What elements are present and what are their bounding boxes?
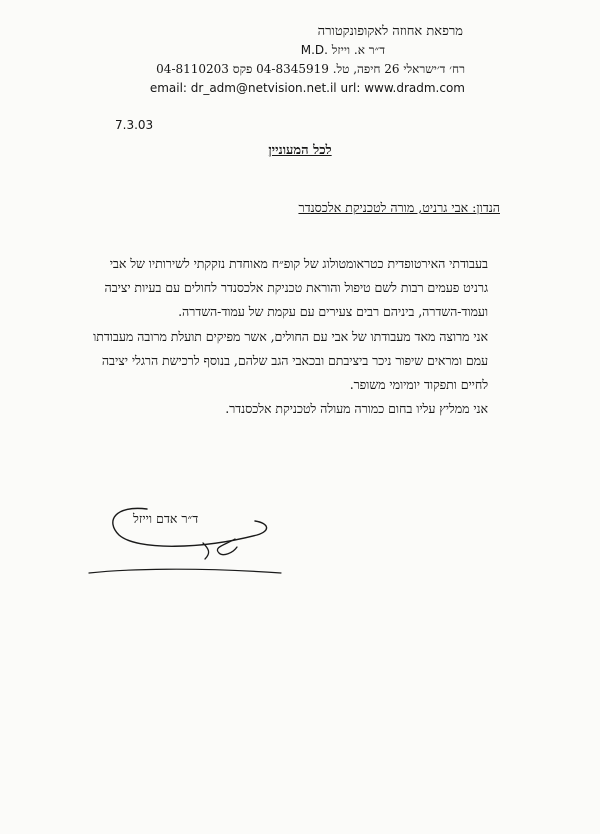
doctor-name-en: M.D.	[300, 43, 328, 57]
letterhead	[140, 22, 465, 98]
letter-date: 7.3.03	[115, 118, 154, 132]
handwritten-signature	[85, 495, 285, 585]
body-line: לחיים ותפקוד יומיומי משופר.	[349, 377, 488, 393]
letter-heading: לכל המעוניין	[268, 143, 332, 158]
body-line: אני ממליץ עליו בחום כמורה מעולה לטכניקת אלכסנדר.	[225, 401, 488, 417]
body-line: אני מרוצה מאד מעבודתו של אבי עם החולים, אשר מפיקים תועלת מרובה מעבודתו	[93, 328, 488, 344]
letter-body	[93, 252, 488, 421]
signature-block	[85, 495, 285, 585]
letter-subject: הנדון: אבי גרניט, מורה לטכניקת אלכסנדר	[298, 200, 500, 215]
doctor-name-he: ד״ר א. וייזל	[331, 43, 385, 57]
body-line: ועמוד-השדרה, ביניהם רבים צעירים עם עקמת של עמוד-השדרה.	[178, 304, 488, 320]
contact-line: רח׳ ד׳ישראלי 26 חיפה, טל. 04-8345919 פקס 04-8110203	[156, 62, 465, 76]
doctor-name	[140, 41, 465, 60]
body-line: עמם ומראים שיפור ניכר ביציבתם ובכאבי הגב שלהם, בנוסף לרכישת הרגלי יציבה	[101, 352, 488, 368]
clinic-name: מרפאת אחוזה לאקופונקטורה	[317, 24, 463, 39]
body-line: גרניט פעמים רבות לשם טיפול והוראת טכניקת אלכסנדר לחולים עם בעיות יציבה	[104, 280, 488, 296]
web-line: email: dr_adm@netvision.net.il url: www.dradm.com	[149, 81, 465, 95]
signature-stamp-name: ד״ר אדם וייזל	[133, 511, 199, 526]
body-line: בעבודתי האירטופדית כטראומטולוג של קופ״ח מאוחדת נזקקתי לשירותיו של אבי	[109, 256, 488, 271]
